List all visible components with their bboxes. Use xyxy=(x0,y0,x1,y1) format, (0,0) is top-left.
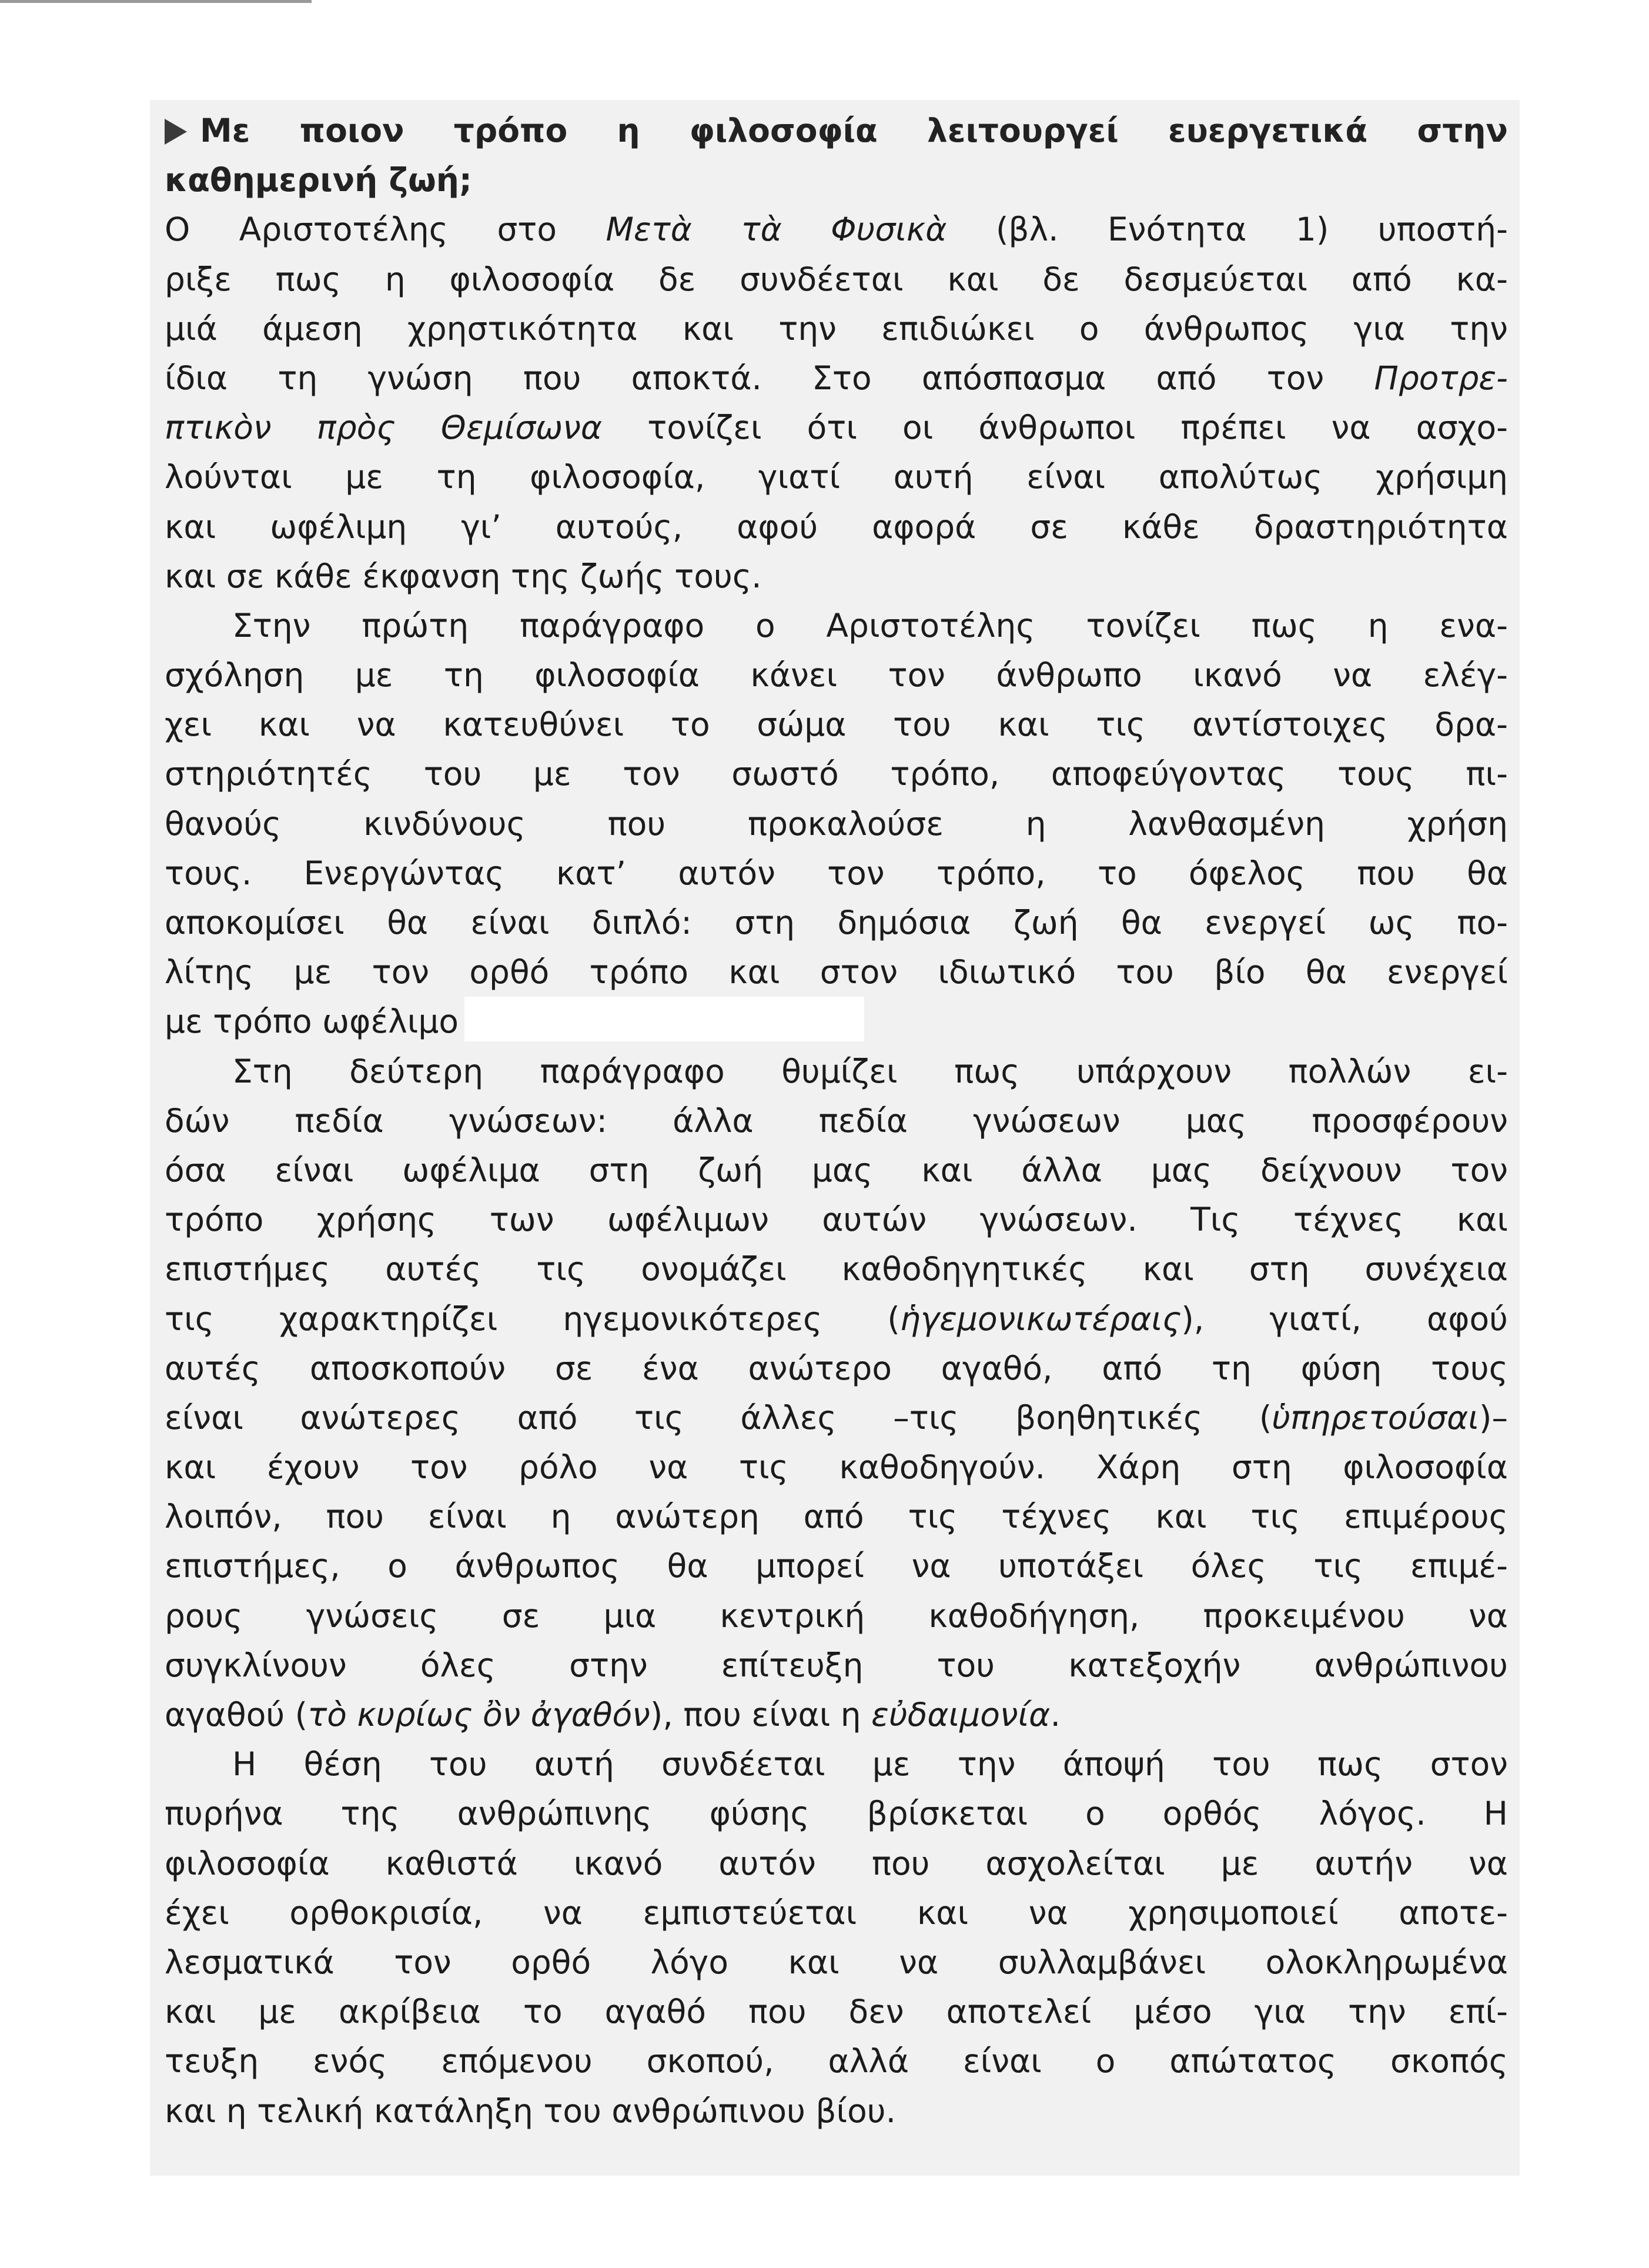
paragraph-2-line: λίτης με τον ορθό τρόπο και στον ιδιωτικό του βίο θα ενεργεί xyxy=(165,953,1508,991)
greek-term: τὸ κυρίως ὂν ἀγαθόν xyxy=(307,1696,650,1733)
paragraph-3-line: και έχουν τον ρόλο να τις καθοδηγούν. Χάρη στη φιλοσοφία xyxy=(165,1448,1508,1487)
paragraph-1-line: ίδια τη γνώση που αποκτά. Στο απόσπασμα από τον Προτρε- xyxy=(165,359,1508,397)
paragraph-1-line: μιά άμεση χρηστικότητα και την επιδιώκει ο άνθρωπος για την xyxy=(165,309,1508,348)
triangle-bullet-icon xyxy=(165,119,187,145)
paragraph-1-line: και σε κάθε έκφανση της ζωής τους. xyxy=(165,557,762,595)
paragraph-2-line: αποκομίσει θα είναι διπλό: στη δημόσια ζωή θα ενεργεί ως πο- xyxy=(165,904,1508,941)
paragraph-1-line: λούνται με τη φιλοσοφία, γιατί αυτή είναι απολύτως χρήσιμη xyxy=(165,458,1508,496)
scan-edge-mark xyxy=(0,0,312,3)
book-title: πτικὸν πρὸς Θεμίσωνα xyxy=(165,409,603,447)
text-body xyxy=(165,106,1508,2136)
paragraph-4-line: τευξη ενός επόμενου σκοπού, αλλά είναι ο απώτατος σκοπός xyxy=(165,2042,1508,2080)
greek-term: εὐδαιμονία xyxy=(871,1696,1051,1733)
paragraph-3-line: συγκλίνουν όλες στην επίτευξη του κατεξοχήν ανθρώπινου xyxy=(165,1646,1508,1684)
paragraph-4-line: λεσματικά τον ορθό λόγο και να συλλαμβάνει ολοκληρωμένα xyxy=(165,1943,1508,1981)
paragraph-3-line: αυτές αποσκοπούν σε ένα ανώτερο αγαθό, από τη φύση τους xyxy=(165,1349,1508,1387)
paragraph-3-line: επιστήμες αυτές τις ονομάζει καθοδηγητικές και στη συνέχεια xyxy=(165,1250,1508,1288)
paragraph-3-line: αγαθού (τὸ κυρίως ὂν ἀγαθόν), που είναι η εὐδαιμονία. xyxy=(165,1696,1061,1733)
paragraph-3-line: λοιπόν, που είναι η ανώτερη από τις τέχνες και τις επιμέρους xyxy=(165,1498,1508,1536)
paragraph-2-line: θανούς κινδύνους που προκαλούσε η λανθασμένη χρήση xyxy=(165,804,1508,843)
paragraph-2-line: στηριότητές του με τον σωστό τρόπο, αποφεύγοντας τους πι- xyxy=(165,755,1508,793)
paragraph-3-line: ρους γνώσεις σε μια κεντρική καθοδήγηση, προκειμένου να xyxy=(165,1596,1508,1635)
paragraph-4-line: πυρήνα της ανθρώπινης φύσης βρίσκεται ο ορθός λόγος. Η xyxy=(165,1795,1508,1833)
paragraph-4-line: και η τελική κατάληξη του ανθρώπινου βίου. xyxy=(165,2092,897,2130)
whiteout-patch xyxy=(464,997,864,1041)
question-heading-cont: καθημερινή ζωή; xyxy=(165,161,472,199)
paragraph-3-line: είναι ανώτερες από τις άλλες –τις βοηθητικές (ὑπηρετούσαι)– xyxy=(165,1398,1508,1437)
paragraph-2-line: τους. Ενεργώντας κατ’ αυτόν τον τρόπο, το όφελος που θα xyxy=(165,854,1508,892)
book-title: Προτρε- xyxy=(1374,359,1508,397)
paragraph-4-line: έχει ορθοκρισία, να εμπιστεύεται και να χρησιμοποιεί αποτε- xyxy=(165,1893,1508,1932)
paragraph-1-line: και ωφέλιμη γι’ αυτούς, αφού αφορά σε κάθε δραστηριότητα xyxy=(165,507,1508,546)
greek-term: ὑπηρετούσαι xyxy=(1272,1398,1480,1437)
question-heading: Με ποιον τρόπο η φιλοσοφία λειτουργεί ευεργετικά στην xyxy=(165,106,1508,155)
paragraph-3-line: τρόπο χρήσης των ωφέλιμων αυτών γνώσεων. Τις τέχνες και xyxy=(165,1201,1508,1239)
paragraph-2-line: με τρόπο ωφέλιμο xyxy=(165,997,1508,1046)
book-title: Μετὰ τὰ Φυσικὰ xyxy=(606,211,947,249)
paragraph-1-line: Ο Αριστοτέλης στο Μετὰ τὰ Φυσικὰ (βλ. Ενότητα 1) υποστή- xyxy=(165,211,1508,249)
paragraph-3-line: δών πεδία γνώσεων: άλλα πεδία γνώσεων μας προσφέρουν xyxy=(165,1101,1508,1140)
paragraph-4-line: και με ακρίβεια το αγαθό που δεν αποτελεί μέσο για την επί- xyxy=(165,1993,1508,2031)
paragraph-1-line: ριξε πως η φιλοσοφία δε συνδέεται και δε δεσμεύεται από κα- xyxy=(165,260,1508,298)
paragraph-3-line: τις χαρακτηρίζει ηγεμονικότερες (ἡγεμονικωτέραις), γιατί, αφού xyxy=(165,1300,1508,1338)
paragraph-4-line: Η θέση του αυτή συνδέεται με την άποψή του πως στον xyxy=(232,1745,1508,1783)
paragraph-2-line: χει και να κατευθύνει το σώμα του και τις αντίστοιχες δρα- xyxy=(165,706,1508,744)
paragraph-3-line: όσα είναι ωφέλιμα στη ζωή μας και άλλα μας δείχνουν τον xyxy=(165,1151,1508,1189)
paragraph-2-line: σχόληση με τη φιλοσοφία κάνει τον άνθρωπο ικανό να ελέγ- xyxy=(165,656,1508,694)
paragraph-3-line: επιστήμες, ο άνθρωπος θα μπορεί να υποτάξει όλες τις επιμέ- xyxy=(165,1547,1508,1585)
paragraph-2-line: Στην πρώτη παράγραφο ο Αριστοτέλης τονίζει πως η ενα- xyxy=(232,606,1508,644)
paragraph-1-line: πτικὸν πρὸς Θεμίσωνα τονίζει ότι οι άνθρωποι πρέπει να ασχο- xyxy=(165,409,1508,447)
scanned-page xyxy=(150,100,1520,2176)
paragraph-3-line: Στη δεύτερη παράγραφο θυμίζει πως υπάρχουν πολλών ει- xyxy=(232,1052,1508,1090)
paragraph-4-line: φιλοσοφία καθιστά ικανό αυτόν που ασχολείται με αυτήν να xyxy=(165,1844,1508,1882)
greek-term: ἡγεμονικωτέραις xyxy=(899,1300,1182,1338)
